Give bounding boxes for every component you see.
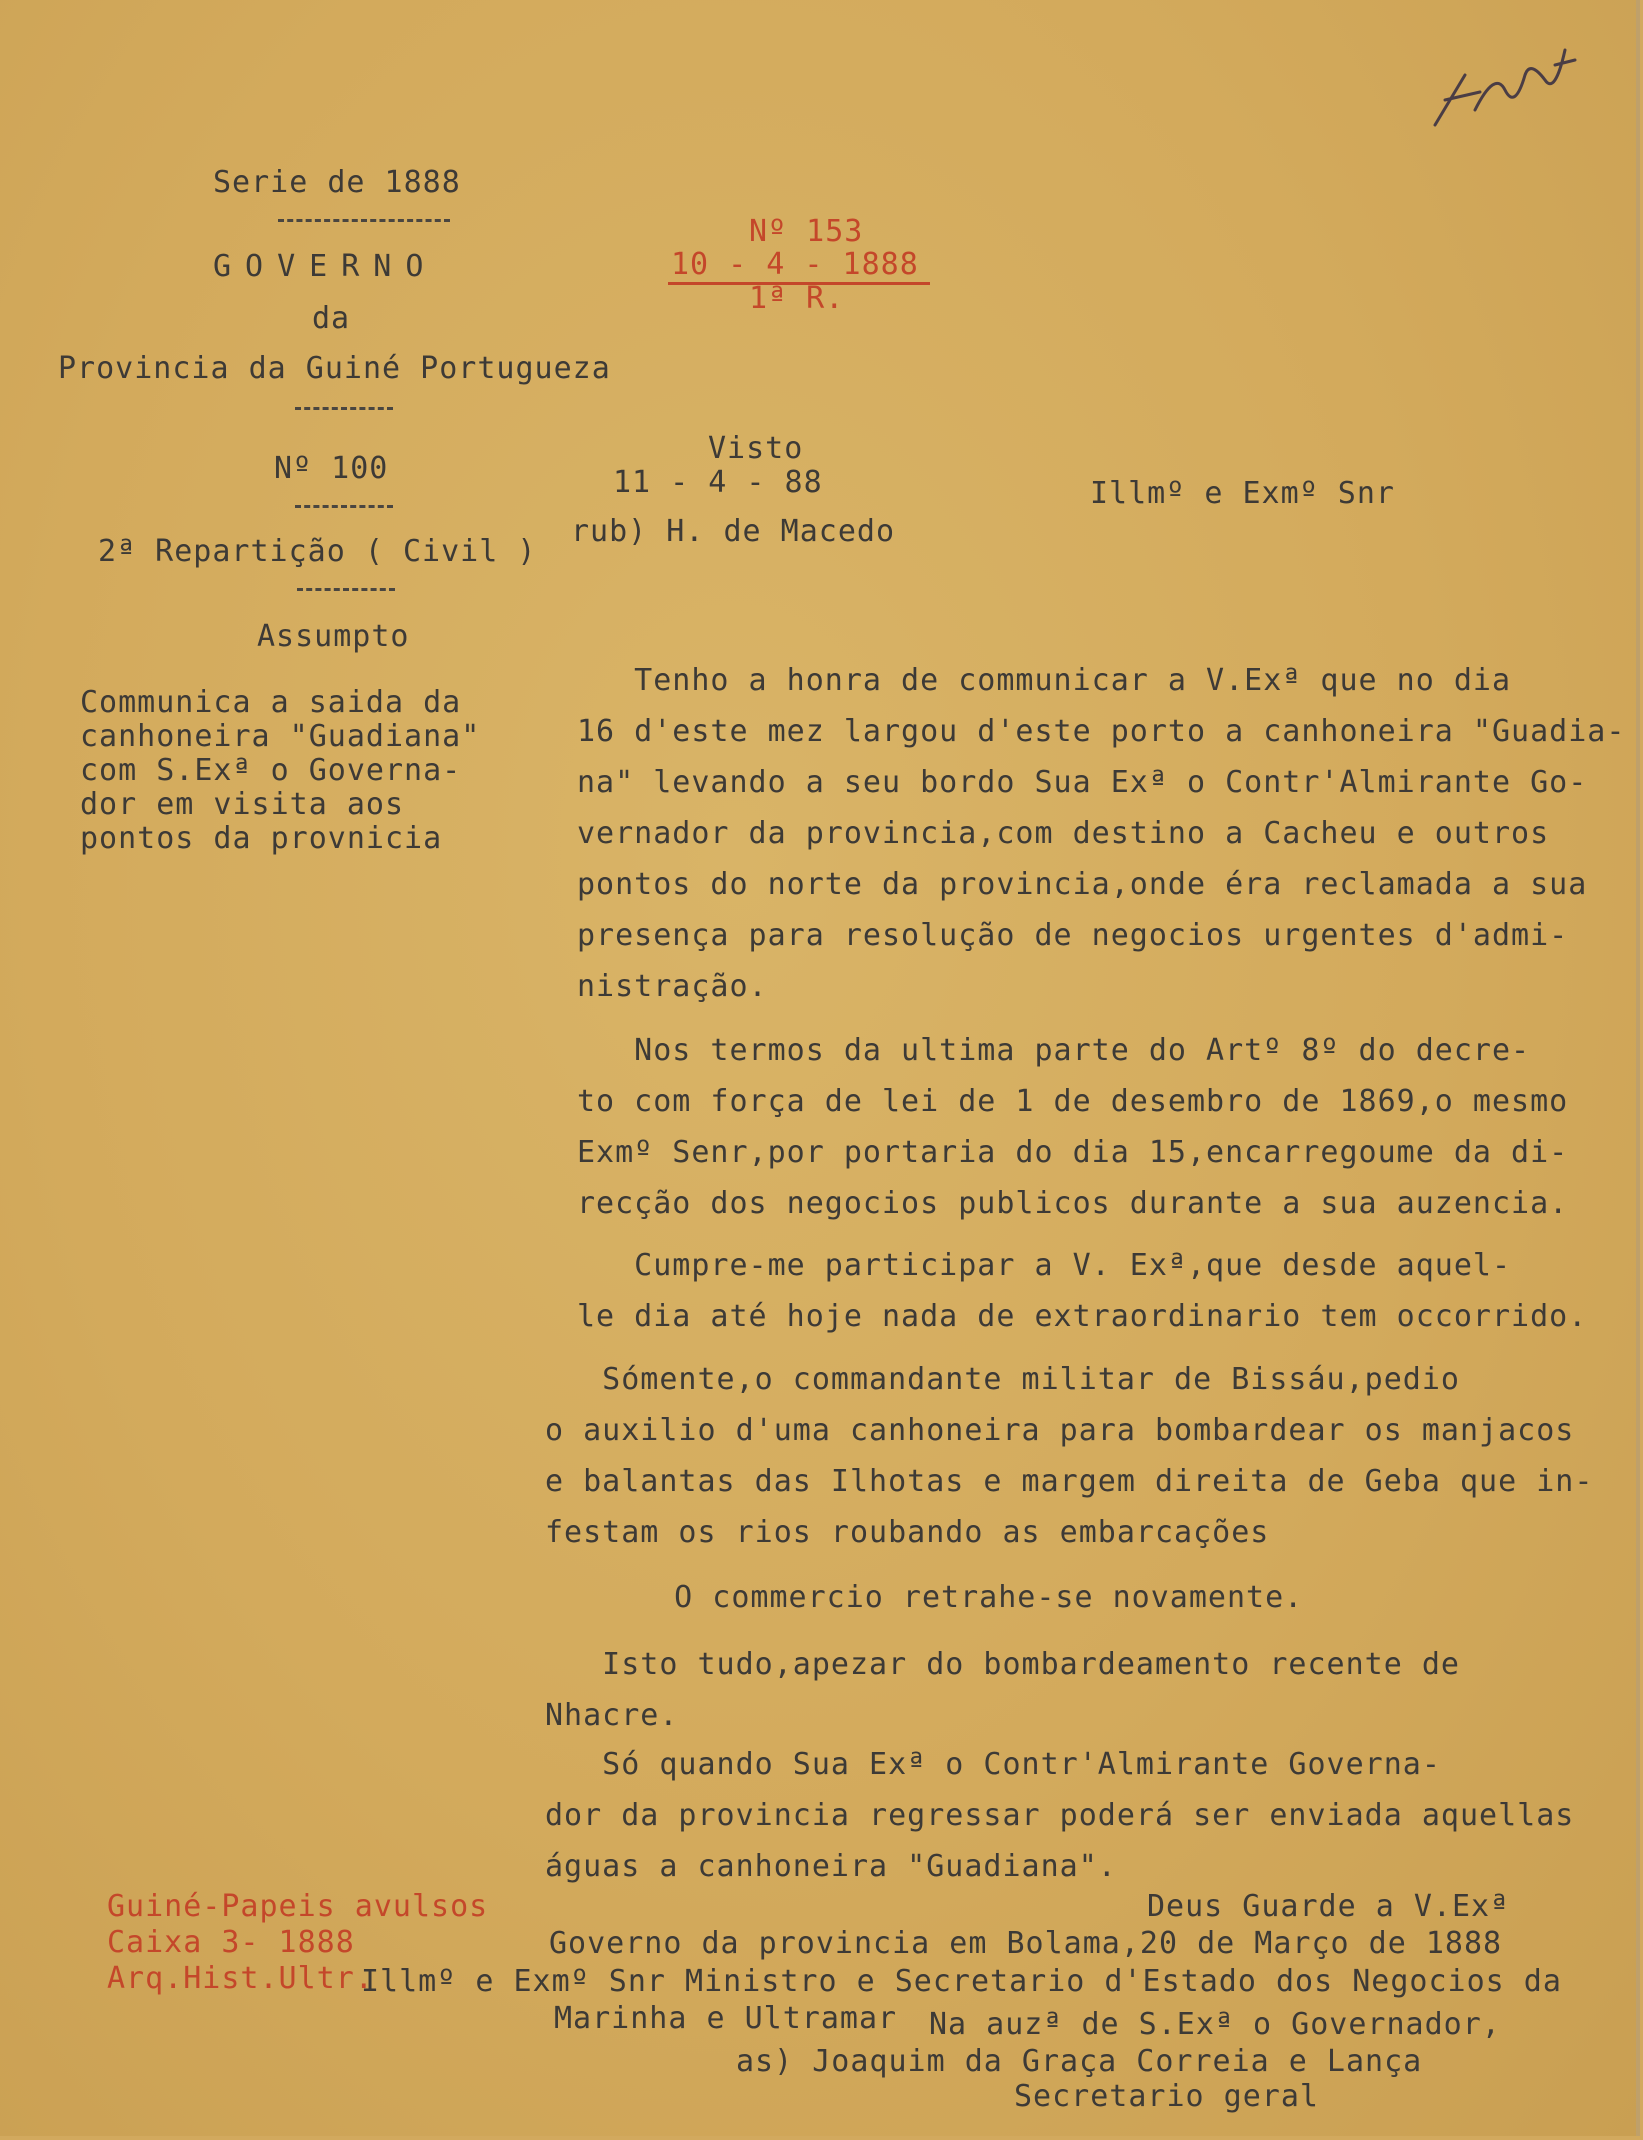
- body-line: Exmº Senr,por portaria do dia 15,encarregoume da di-: [577, 1135, 1569, 1170]
- body-paragraph-1: [577, 655, 1625, 1012]
- body-paragraph-6: [545, 1639, 1460, 1741]
- provincia-label: Provincia da Guiné Portugueza: [58, 351, 611, 386]
- body-line: le dia até hoje nada de extraordinario tem occorrido.: [577, 1299, 1588, 1334]
- assumpto-line: Communica a saida da: [80, 685, 462, 720]
- registry-date: 10 - 4 - 1888: [671, 247, 919, 282]
- body-line: dor da provincia regressar poderá ser enviada aquellas: [545, 1798, 1575, 1833]
- body-line: Isto tudo,apezar do bombardeamento recente de: [545, 1647, 1460, 1682]
- body-line: Nhacre.: [545, 1698, 679, 1733]
- letterhead-number: Nº 100: [274, 451, 389, 486]
- body-line: águas a canhoneira "Guadiana".: [545, 1849, 1117, 1884]
- body-line: Sómente,o commandante militar de Bissáu,pedio: [545, 1362, 1460, 1397]
- divider: [278, 219, 450, 222]
- divider: [295, 407, 393, 410]
- assumpto-line: canhoneira "Guadiana": [80, 719, 481, 754]
- body-paragraph-5: [617, 1572, 1303, 1623]
- handwritten-signature: [1405, 30, 1585, 140]
- body-line: 16 d'este mez largou d'este porto a canhoneira "Guadia-: [577, 714, 1626, 749]
- body-line: Cumpre-me participar a V. Exª,que desde aquel-: [577, 1248, 1512, 1283]
- body-paragraph-4: [545, 1354, 1593, 1558]
- archive-line-2: Caixa 3- 1888: [107, 1925, 355, 1960]
- place-date: Governo da provincia em Bolama,20 de Março de 1888: [549, 1926, 1503, 1961]
- assumpto-summary: [80, 686, 480, 856]
- visto-date: 11 - 4 - 88: [613, 465, 823, 500]
- addressee-line-1: Illmº e Exmº Snr Ministro e Secretario d'Estado dos Negocios da: [361, 1964, 1562, 1999]
- body-line: o auxilio d'uma canhoneira para bombardear os manjacos: [545, 1413, 1575, 1448]
- body-paragraph-7: [545, 1739, 1574, 1892]
- body-line: Nos termos da ultima parte do Artº 8º do decre-: [577, 1033, 1531, 1068]
- divider: [297, 588, 395, 591]
- assumpto-line: com S.Exª o Governa-: [80, 753, 462, 788]
- reparticao-label: 2ª Repartição ( Civil ): [98, 534, 537, 569]
- body-line: vernador da provincia,com destino a Cacheu e outros: [577, 816, 1550, 851]
- divider: [295, 505, 393, 508]
- assumpto-line: pontos da provnicia: [80, 821, 443, 856]
- visto-rubric: rub) H. de Macedo: [571, 514, 896, 549]
- body-line: Tenho a honra de communicar a V.Exª que no dia: [577, 663, 1512, 698]
- registry-ref: 1ª R.: [749, 281, 845, 316]
- signatory: as) Joaquim da Graça Correia e Lança: [736, 2044, 1423, 2079]
- body-line: festam os rios roubando as embarcações: [545, 1515, 1270, 1550]
- registry-number: Nº 153: [749, 214, 864, 249]
- da-label: da: [312, 301, 351, 336]
- body-line: nistração.: [577, 969, 768, 1004]
- governo-heading: GOVERNO: [213, 249, 438, 284]
- body-line: to com força de lei de 1 de desembro de 1869,o mesmo: [577, 1084, 1569, 1119]
- body-line: O commercio retrahe-se novamente.: [617, 1580, 1304, 1615]
- body-line: pontos do norte da provincia,onde éra reclamada a sua: [577, 867, 1588, 902]
- signatory-title: Secretario geral: [1014, 2079, 1319, 2114]
- body-line: recção dos negocios publicos durante a sua auzencia.: [577, 1186, 1569, 1221]
- assumpto-line: dor em visita aos: [80, 787, 405, 822]
- body-line: na" levando a seu bordo Sua Exª o Contr'Almirante Go-: [577, 765, 1588, 800]
- body-line: presença para resolução de negocios urgentes d'admi-: [577, 918, 1569, 953]
- archive-line-1: Guiné-Papeis avulsos: [107, 1889, 489, 1924]
- visto-label: Visto: [708, 431, 804, 466]
- body-line: e balantas das Ilhotas e margem direita de Geba que in-: [545, 1464, 1594, 1499]
- body-paragraph-2: [577, 1025, 1568, 1229]
- salutation: Illmº e Exmº Snr: [1090, 476, 1395, 511]
- assumpto-heading: Assumpto: [257, 619, 410, 654]
- absence-note: Na auzª de S.Exª o Governador,: [929, 2007, 1501, 2042]
- archive-line-3: Arq.Hist.Ultr.: [107, 1961, 374, 1996]
- body-paragraph-3: [577, 1240, 1587, 1342]
- body-line: Só quando Sua Exª o Contr'Almirante Governa-: [545, 1747, 1441, 1782]
- deus-guarde: Deus Guarde a V.Exª: [1147, 1889, 1510, 1924]
- serie-label: Serie de 1888: [213, 165, 461, 200]
- addressee-line-2: Marinha e Ultramar: [554, 2001, 898, 2036]
